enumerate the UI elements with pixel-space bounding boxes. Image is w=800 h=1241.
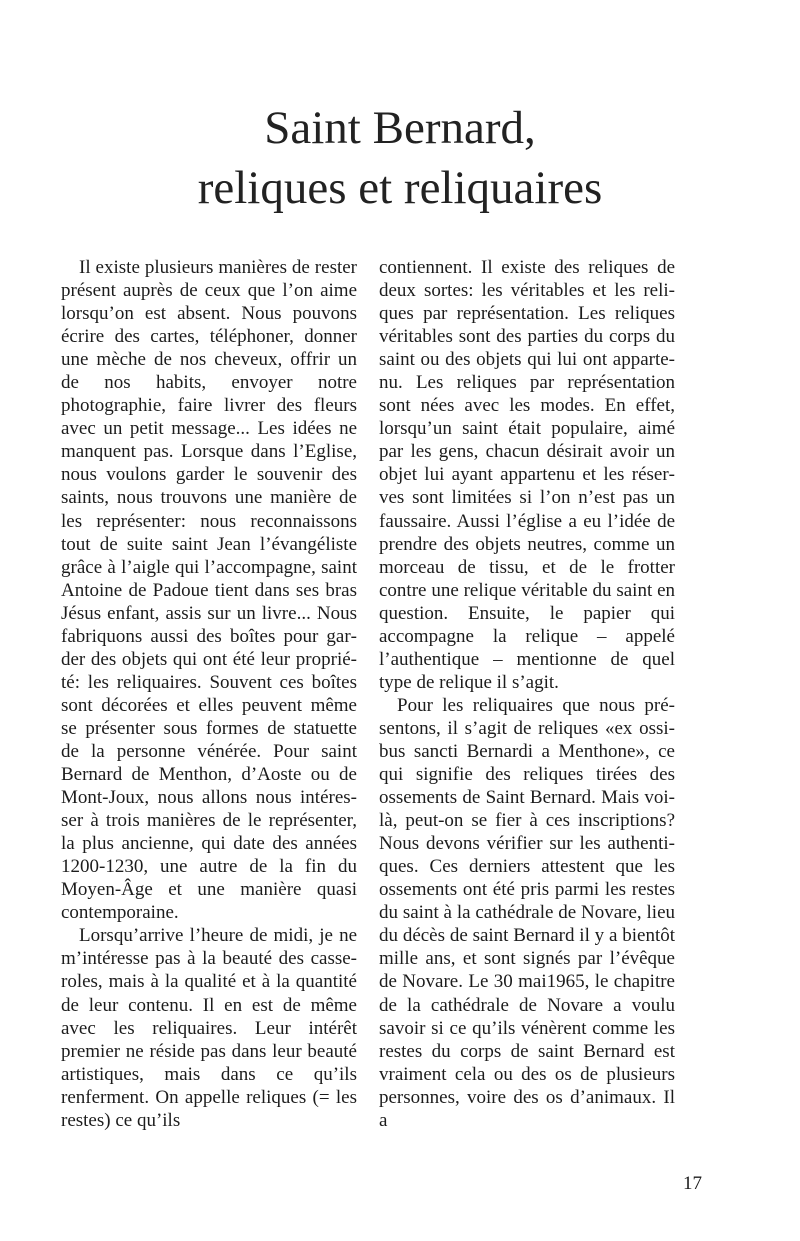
paragraph-left-2: Lorsqu’arrive l’heure de midi, je ne m’intéresse pas à la beauté des casseroles, mais à la qualité et à la quantité de leur contenu. Il en est de même avec les reliquaires. Leur intérêt premier ne réside pas dans leur beauté artistiques, mais dans ce qu’ils renferment. On appelle reliques (= les restes) ce qu’ils [61,925,357,1131]
paragraph-right-2: Pour les reliquaires que nous présentons, il s’agit de reliques «ex ossibus sancti Bernardi a Menthone», ce qui signifie des reliques tirées des ossements de Saint Bernard. Mais voilà, peut-on se fier à ces inscriptions? Nous devons vérifier sur les authentiques. Ces derniers attestent que les ossements ont été pris parmi les restes du saint à la cathédrale de Novare, lieu du décès de saint Bernard il y a bientôt mille ans, et sont signés par l’évêque de Novare. Le 30 mai1965, le chapitre de la cathédrale de Novare a voulu savoir si ce qu’ils vénèrent comme les restes du corps de saint Bernard est vraiment cela ou des os de plusieurs personnes, voire des os d’animaux. Il a [379,694,675,1131]
right-column [379,256,675,1132]
page-number: 17 [683,1173,702,1194]
title-line-2: reliques et reliquaires [197,162,603,214]
title-line-1: Saint Bernard, [264,102,536,154]
page-title [0,98,800,218]
paragraph-left-1: Il existe plusieurs manières de rester présent auprès de ceux que l’on aime lorsqu’on est absent. Nous pouvons écrire des cartes, téléphoner, donner une mèche de nos cheveux, offrir un de nos habits, envoyer notre photographie, faire livrer des fleurs avec un petit message... Les idées ne manquent pas. Lorsque dans l’Eglise, nous voulons garder le souvenir des saints, nous trouvons une manière de les représenter: nous reconnaissons tout de suite saint Jean l’évangéliste grâce à l’aigle qui l’accompagne, saint Antoine de Padoue tient dans ses bras Jésus enfant, assis sur un livre... Nous fabriquons aussi des boîtes pour garder des objets qui ont été leur propriété: les reliquaires. Souvent ces boîtes sont décorées et elles peuvent même se présenter sous formes de statuette de la personne vénérée. Pour saint Bernard de Menthon, d’Aoste ou de Mont-Joux, nous allons nous intéresser à trois manières de le représenter, la plus ancienne, qui date des années 1200-1230, une autre de la fin du Moyen-Âge et une manière quasi contemporaine. [61,257,357,924]
left-column [61,256,357,1132]
paragraph-right-1: contiennent. Il existe des reliques de deux sortes: les véritables et les reliques par représentation. Les reliques véritables sont des parties du corps du saint ou des objets qui lui ont appartenu. Les reliques par représentation sont nées avec les modes. En effet, lorsqu’un saint était populaire, aimé par les gens, chacun désirait avoir un objet lui ayant appartenu et les réserves sont limitées si l’on n’est pas un faussaire. Aussi l’église a eu l’idée de prendre des objets neutres, comme un morceau de tissu, et de le frotter contre une relique véritable du saint en question. Ensuite, le papier qui accompagne la relique – appelé l’authentique – mentionne de quel type de relique il s’agit. [379,257,675,693]
